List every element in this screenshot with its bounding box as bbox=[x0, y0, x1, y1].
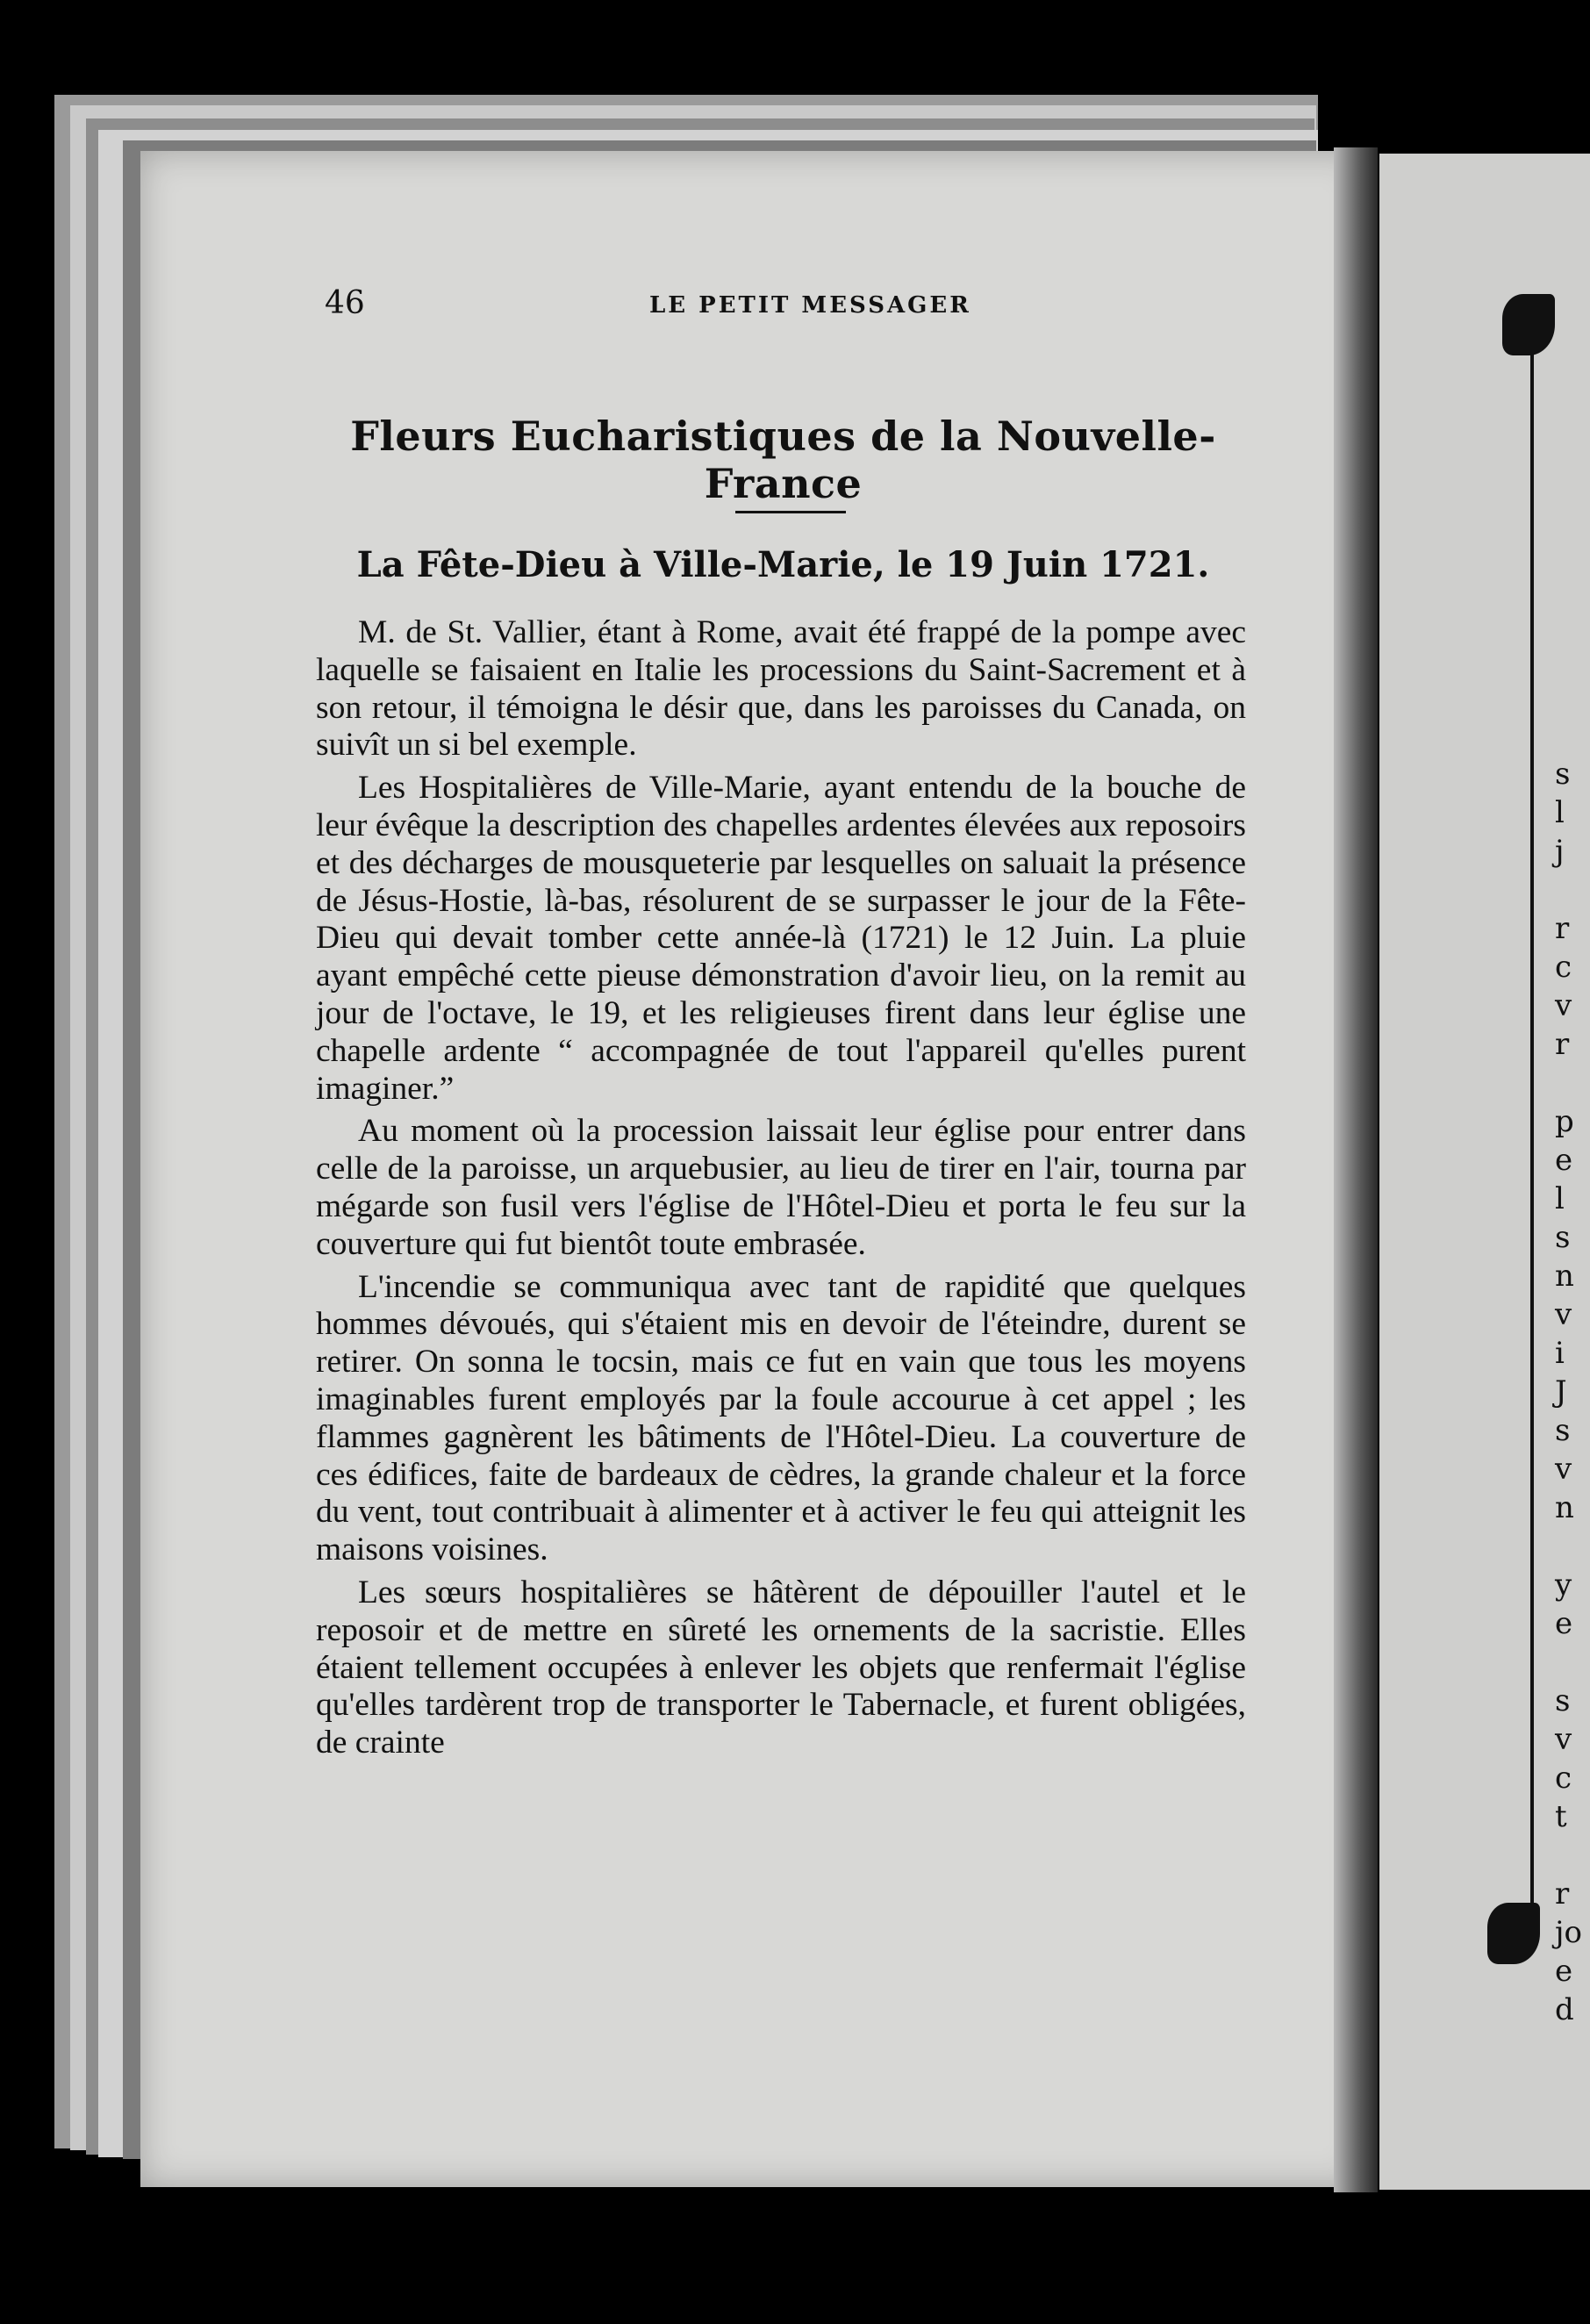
article-title: Fleurs Eucharistiques de la Nouvelle-France bbox=[350, 412, 1216, 507]
page-number: 46 bbox=[325, 285, 365, 321]
ornament-top bbox=[1502, 294, 1555, 355]
book-gutter bbox=[1334, 147, 1378, 2192]
facing-page-border-rule bbox=[1530, 342, 1534, 1922]
paragraph: M. de St. Vallier, étant à Rome, avait été frappé de la pompe avec laquelle se faisaient en Italie les processions du Saint-Sacrement et à son retour, il témoigna le désir que, dans les paroisses du Canada, on suivît un si bel exemple. bbox=[316, 614, 1246, 764]
paragraph: Les Hospitalières de Ville-Marie, ayant entendu de la bouche de leur évêque la description des chapelles ardentes élevées aux reposoirs et des décharges de mousqueterie par lesquelles on saluait la présence de Jésus-Hostie, là-bas, résolurent de se surpasser le jour de la Fête-Dieu qui devait tomber cette année-là (1721) le 12 Juin. La pluie ayant empêché cette pieuse démonstration d'avoir lieu, on la remit au jour de l'octave, le 19, et les religieuses firent dans leur église une chapelle ardente “ accompagnée de tout l'appareil qu'elles purent imaginer.” bbox=[316, 770, 1246, 1107]
ornament-bottom bbox=[1487, 1903, 1540, 1964]
paragraph: Au moment où la procession laissait leur église pour entrer dans celle de la paroisse, un arquebusier, au lieu de tirer en l'air, tourna par mégarde son fusil vers l'église de l'Hôtel-Dieu et porta le feu sur la couverture qui fut bientôt toute embrasée. bbox=[316, 1113, 1246, 1262]
article-body bbox=[316, 614, 1246, 1768]
article-subtitle: La Fête-Dieu à Ville-Marie, le 19 Juin 1721. bbox=[356, 544, 1210, 585]
title-divider bbox=[735, 511, 846, 513]
facing-page-cut-text: s l j r c v r p e l s n v i J s v n y e s v c t r jo e d bbox=[1555, 757, 1583, 2027]
running-head: LE PETIT MESSAGER bbox=[649, 292, 971, 319]
paragraph: Les sœurs hospitalières se hâtèrent de dépouiller l'autel et le reposoir et de mettre en sûreté les ornements de la sacristie. Elles étaient tellement occupées à enlever les objets que renfermait l'église qu'elles tardèrent trop de transporter le Tabernacle, et furent obligées, de crainte bbox=[316, 1574, 1246, 1761]
page-header bbox=[325, 285, 1242, 329]
paragraph: L'incendie se communiqua avec tant de rapidité que quelques hommes dévoués, qui s'étaient mis en devoir de l'éteindre, durent se retirer. On sonna le tocsin, mais ce fut en vain que tous les moyens imaginables furent employés par la foule accourue à cet appel ; les flammes gagnèrent les bâtiments de l'Hôtel-Dieu. La couverture de ces édifices, faite de bardeaux de cèdres, la grande chaleur et la force du vent, tout contribuait à alimenter et à activer le feu qui atteignit les maisons voisines. bbox=[316, 1268, 1246, 1568]
